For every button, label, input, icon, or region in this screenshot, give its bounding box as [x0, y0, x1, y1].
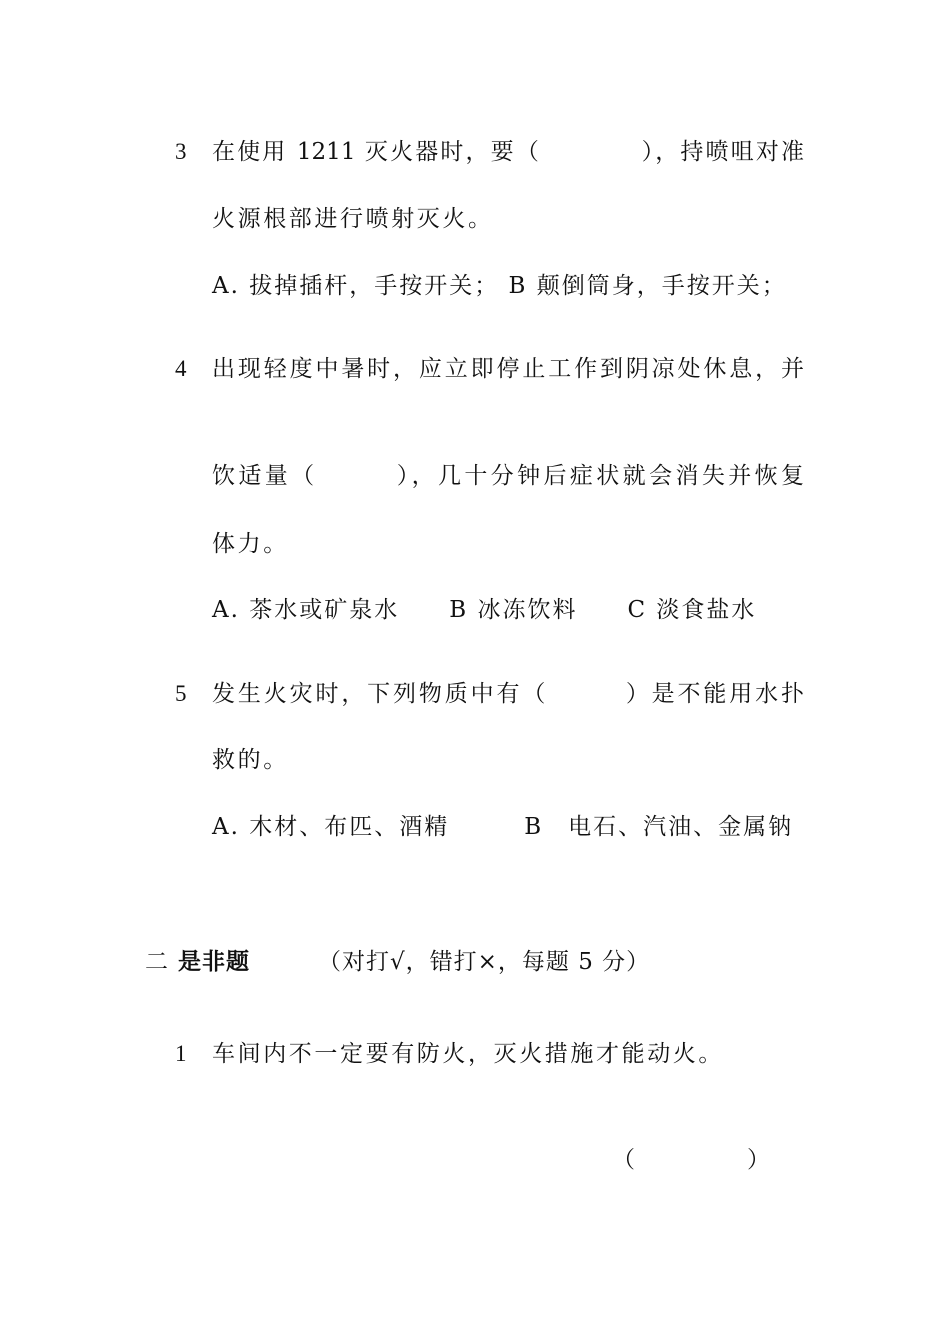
- question-3-line-1: 在使用 1211 灭火器时，要（ ），持喷咀对准: [212, 139, 804, 165]
- judgement-1-number: 1: [175, 1041, 187, 1066]
- section-2-note: （对打√，错打×，每题 5 分）: [318, 949, 651, 975]
- question-3-number: 3: [175, 139, 187, 164]
- question-5-number: 5: [175, 681, 187, 706]
- question-4-line-2: 饮适量（ ），几十分钟后症状就会消失并恢复: [212, 463, 804, 489]
- question-5-line-2: 救的。: [212, 747, 289, 773]
- question-3-line-2: 火源根部进行喷射灭火。: [212, 206, 494, 232]
- question-5-line-1: 发生火灾时，下列物质中有（ ）是不能用水扑: [212, 681, 804, 707]
- section-2-title: 是非题: [178, 948, 250, 975]
- judgement-1-answer-blank: （ ）: [612, 1147, 774, 1173]
- question-4-number: 4: [175, 356, 187, 381]
- question-5-options: A. 木材、布匹、酒精 B 电石、汽油、金属钠: [212, 814, 794, 840]
- question-4-line-3: 体力。: [212, 531, 289, 557]
- question-3-options: A. 拔掉插杆，手按开关； B 颠倒筒身，手按开关；: [212, 273, 787, 299]
- section-2-number: 二: [145, 949, 168, 975]
- question-4-line-1: 出现轻度中暑时，应立即停止工作到阴凉处休息，并: [212, 356, 804, 382]
- question-4-options: A. 茶水或矿泉水 B 冰冻饮料 C 淡食盐水: [212, 597, 757, 623]
- judgement-1-text: 车间内不一定要有防火，灭火措施才能动火。: [212, 1041, 724, 1067]
